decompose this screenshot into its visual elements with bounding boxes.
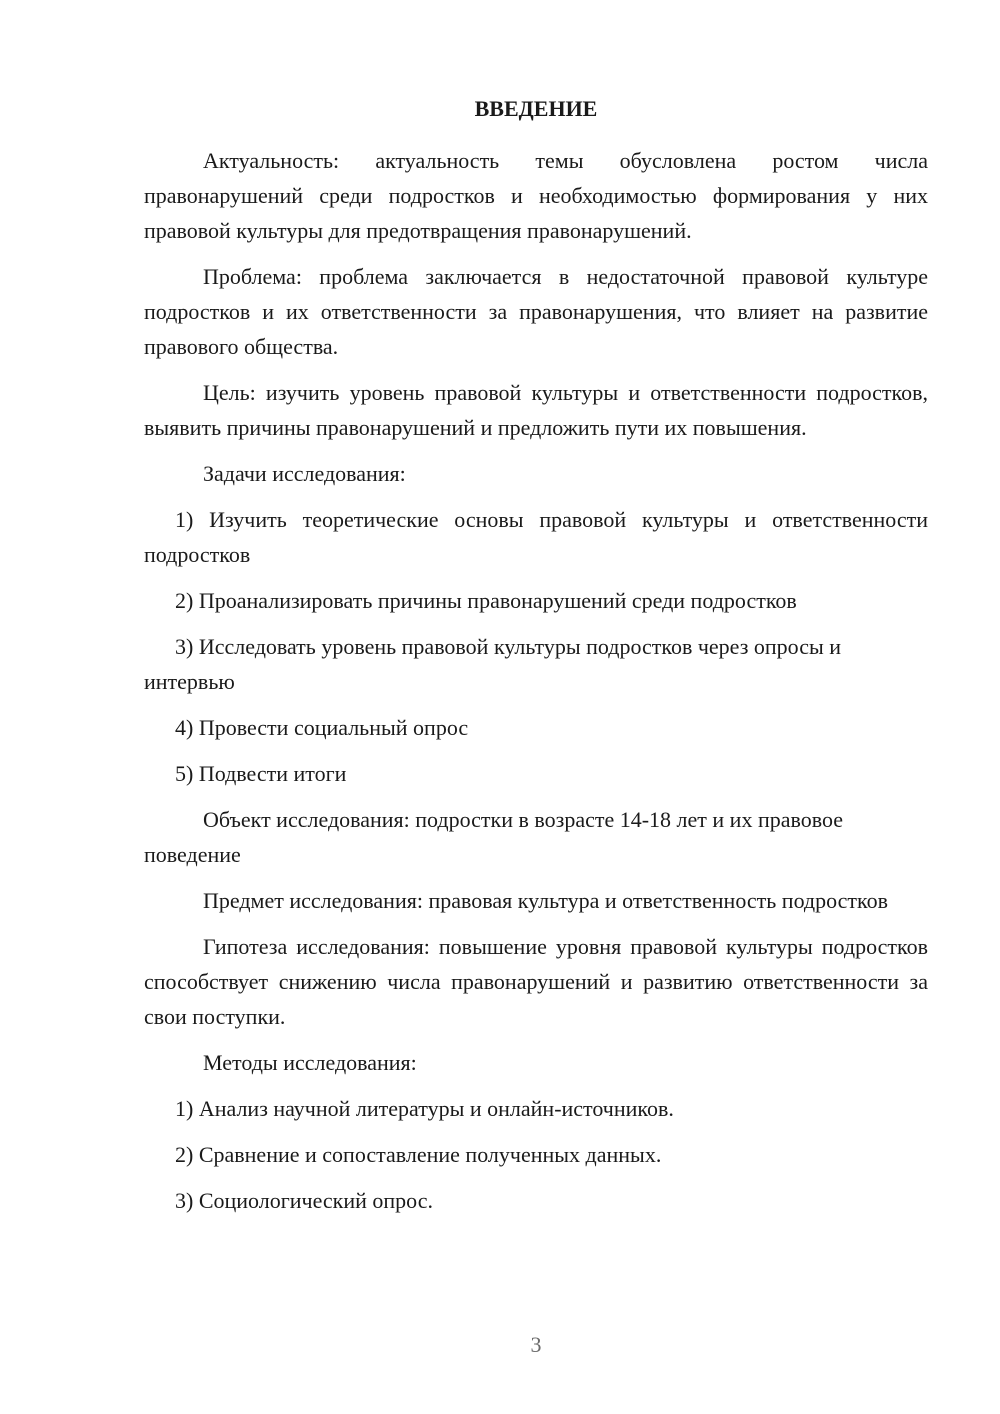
document-page xyxy=(144,94,928,1229)
task-item-3: 3) Исследовать уровень правовой культуры подростков через опросы и интервью xyxy=(144,634,842,694)
hypothesis-paragraph: Гипотеза исследования: повышение уровня правовой культуры подростков способствует снижению числа правонарушений и развитию ответственности за свои поступки. xyxy=(144,934,928,1029)
object-paragraph: Объект исследования: подростки в возрасте 14-18 лет и их правовое поведение xyxy=(144,807,843,867)
section-title: ВВЕДЕНИЕ xyxy=(474,96,598,121)
task-item-2: 2) Проанализировать причины правонарушений среди подростков xyxy=(175,588,797,613)
method-item-3: 3) Социологический опрос. xyxy=(175,1188,433,1213)
subject-paragraph: Предмет исследования: правовая культура и ответственность подростков xyxy=(203,888,889,913)
methods-heading: Методы исследования: xyxy=(203,1050,417,1075)
method-item-2: 2) Сравнение и сопоставление полученных данных. xyxy=(175,1142,662,1167)
relevance-paragraph: Актуальность: актуальность темы обусловлена ростом числа правонарушений среди подростков и необходимостью формирования у них правовой культуры для предотвращения правонарушений. xyxy=(144,148,928,243)
problem-paragraph: Проблема: проблема заключается в недостаточной правовой культуре подростков и их ответственности за правонарушения, что влияет на развитие правового общества. xyxy=(144,264,928,359)
page-number: 3 xyxy=(530,1332,542,1357)
task-item-1: 1) Изучить теоретические основы правовой культуры и ответственности подростков xyxy=(144,507,928,567)
method-item-1: 1) Анализ научной литературы и онлайн-источников. xyxy=(175,1096,674,1121)
goal-paragraph: Цель: изучить уровень правовой культуры и ответственности подростков, выявить причины правонарушений и предложить пути их повышения. xyxy=(144,380,928,440)
task-item-5: 5) Подвести итоги xyxy=(175,761,347,786)
tasks-heading: Задачи исследования: xyxy=(203,461,406,486)
task-item-4: 4) Провести социальный опрос xyxy=(175,715,469,740)
